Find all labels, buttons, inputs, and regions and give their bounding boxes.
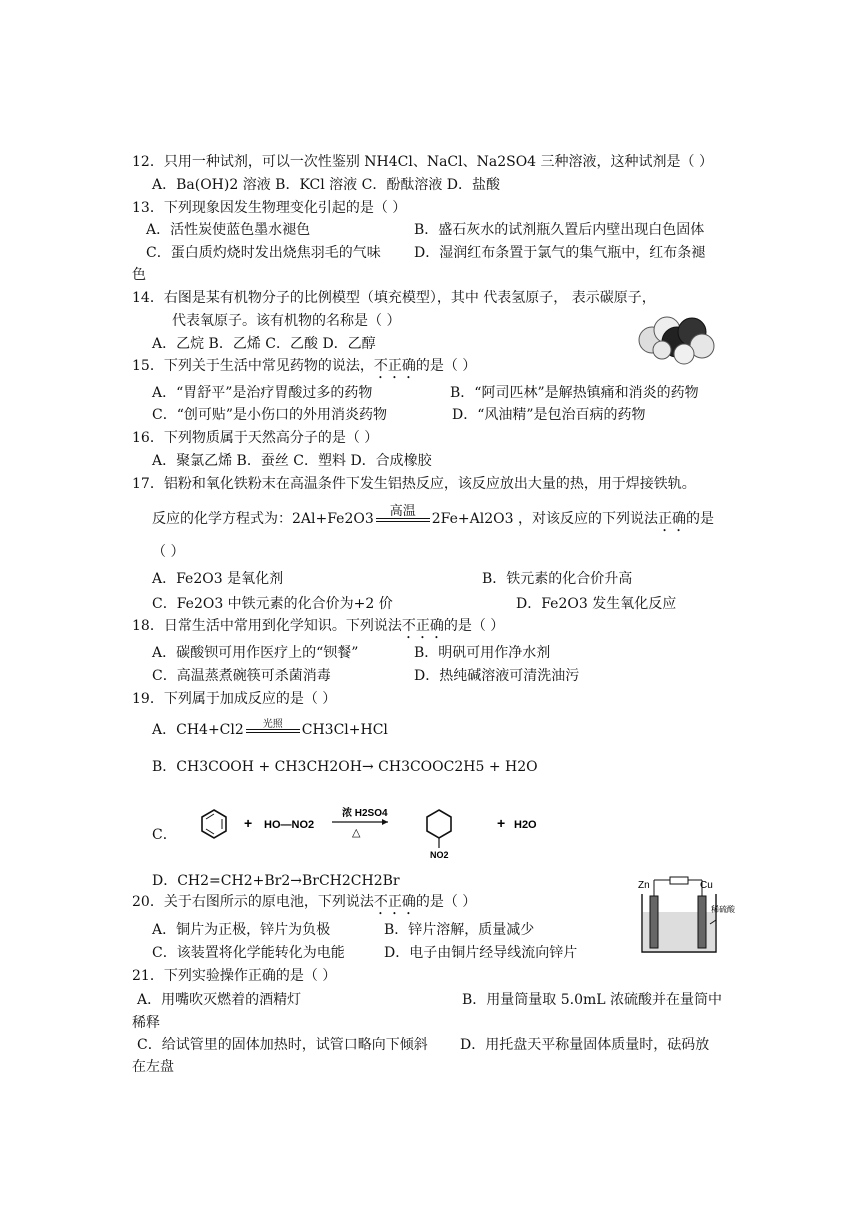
q15-option-a: A．“胃舒平”是治疗胃酸过多的药物 (152, 385, 373, 401)
q20-option-a: A．铜片为正极，锌片为负极 (152, 922, 331, 938)
q18-option-a: A．碳酸钡可用作医疗上的“钡餐” (152, 645, 359, 661)
q19-option-a: A．CH4+Cl2 光照 CH3Cl+HCl (152, 719, 388, 738)
q13-option-b: B．盛石灰水的试剂瓶久置后内壁出现白色固体 (414, 222, 705, 238)
q19-option-c-label: C． (152, 827, 177, 843)
q18-option-c: C．高温蒸煮碗筷可杀菌消毒 (152, 668, 331, 684)
molecule-model-image (632, 310, 718, 366)
q21-option-a: A．用嘴吹灭燃着的酒精灯 (137, 992, 302, 1008)
catalyst-label: 浓 H2SO4 (342, 808, 388, 819)
q20-stem: 20．关于右图所示的原电池，下列说法不正确的是（ ） (132, 894, 477, 910)
q14-options: A．乙烷 B．乙烯 C．乙酸 D．乙醇 (152, 336, 376, 352)
zinc-label: Zn (638, 880, 650, 891)
q13-option-d: D．湿润红布条置于氯气的集气瓶中，红布条褪 (414, 245, 706, 261)
water-label: H2O (514, 819, 537, 831)
q15-option-c: C．“创可贴”是小伤口的外用消炎药物 (152, 407, 388, 423)
nitro-group-label: NO2 (430, 850, 449, 860)
q19-stem: 19．下列属于加成反应的是（ ） (132, 691, 337, 707)
q17-option-b: B．铁元素的化合价升高 (482, 571, 633, 587)
q16-stem: 16．下列物质属于天然高分子的是（ ） (132, 430, 379, 446)
emphasis-not-correct: 不正确 (373, 358, 416, 374)
reaction-arrow-condition: 光照 (244, 721, 302, 739)
q20-option-c: C．该装置将化学能转化为电能 (152, 945, 345, 961)
q14-stem-line2: 代表氧原子。该有机物的名称是（ ） (172, 313, 401, 329)
q21-option-d-wrap: 在左盘 (132, 1059, 174, 1075)
q15-stem: 15．下列关于生活中常见药物的说法，不正确的是（ ） (132, 358, 477, 374)
q14-stem: 14．右图是某有机物分子的比例模型（填充模型），其中 代表氢原子， 表示碳原子， (132, 290, 656, 306)
q18-stem: 18．日常生活中常用到化学知识。下列说法不正确的是（ ） (132, 618, 505, 634)
q17-option-c: C．Fe2O3 中铁元素的化合价为+2 价 (152, 596, 393, 612)
q21-stem: 21．下列实验操作正确的是（ ） (132, 968, 337, 984)
q13-option-a: A．活性炭使蓝色墨水褪色 (146, 222, 311, 238)
svg-text:+: + (497, 815, 506, 831)
svg-text:+: + (244, 815, 253, 831)
q13-option-d-wrap: 色 (132, 267, 146, 283)
q21-option-b-wrap: 稀释 (132, 1015, 160, 1031)
q16-options: A．聚氯乙烯 B．蚕丝 C．塑料 D．合成橡胶 (152, 453, 432, 469)
q21-option-c: C．给试管里的固体加热时，试管口略向下倾斜 (137, 1037, 428, 1053)
q13-stem: 13．下列现象因发生物理变化引起的是（ ） (132, 200, 407, 216)
q13-option-c: C．蛋白质灼烧时发出烧焦羽毛的气味 (146, 245, 381, 261)
acid-label: 稀硫酸 (711, 905, 735, 914)
q12-stem: 12．只用一种试剂，可以一次性鉴别 NH4Cl、NaCl、Na2SO4 三种溶液，这种试剂是（ ） (132, 154, 713, 170)
q12-options: A．Ba(OH)2 溶液 B．KCl 溶液 C．酚酞溶液 D．盐酸 (152, 177, 501, 193)
heat-symbol: △ (352, 827, 361, 839)
q18-option-b: B．明矾可用作净水剂 (414, 645, 551, 661)
q21-option-b: B．用量筒量取 5.0mL 浓硫酸并在量筒中 (462, 992, 723, 1008)
galvanic-cell-image (636, 872, 735, 956)
q20-option-b: B．锌片溶解，质量减少 (384, 922, 535, 938)
q21-option-d: D．用托盘天平称量固体质量时，砝码放 (460, 1037, 710, 1053)
q15-option-d: D．“风油精”是包治百病的药物 (452, 407, 646, 423)
q17-option-a: A．Fe2O3 是氧化剂 (152, 571, 284, 587)
copper-label: Cu (700, 880, 713, 891)
q17-equation: 反应的化学方程式为：2Al+Fe2O3 高温 2Fe+Al2O3 ，对该反应的下列说法正确的是 (152, 504, 714, 527)
q20-option-d: D．电子由铜片经导线流向锌片 (384, 945, 578, 961)
q17-option-d: D．Fe2O3 发生氧化反应 (516, 596, 677, 612)
q19-option-d: D．CH2=CH2+Br2→BrCH2CH2Br (152, 873, 400, 889)
q18-option-d: D．热纯碱溶液可清洗油污 (414, 668, 580, 684)
q19-option-b: B．CH3COOH + CH3CH2OH→ CH3COOC2H5 + H2O (152, 759, 538, 775)
nitric-acid-label: HO—NO2 (264, 819, 315, 831)
q17-stem: 17．铝粉和氧化铁粉末在高温条件下发生铝热反应，该反应放出大量的热，用于焊接铁轨。 (132, 476, 696, 492)
nitration-reaction-diagram (192, 802, 552, 864)
q15-option-b: B．“阿司匹林”是解热镇痛和消炎的药物 (450, 385, 699, 401)
reaction-arrow-condition: 高温 (374, 510, 432, 528)
q17-paren: （ ） (152, 544, 185, 560)
